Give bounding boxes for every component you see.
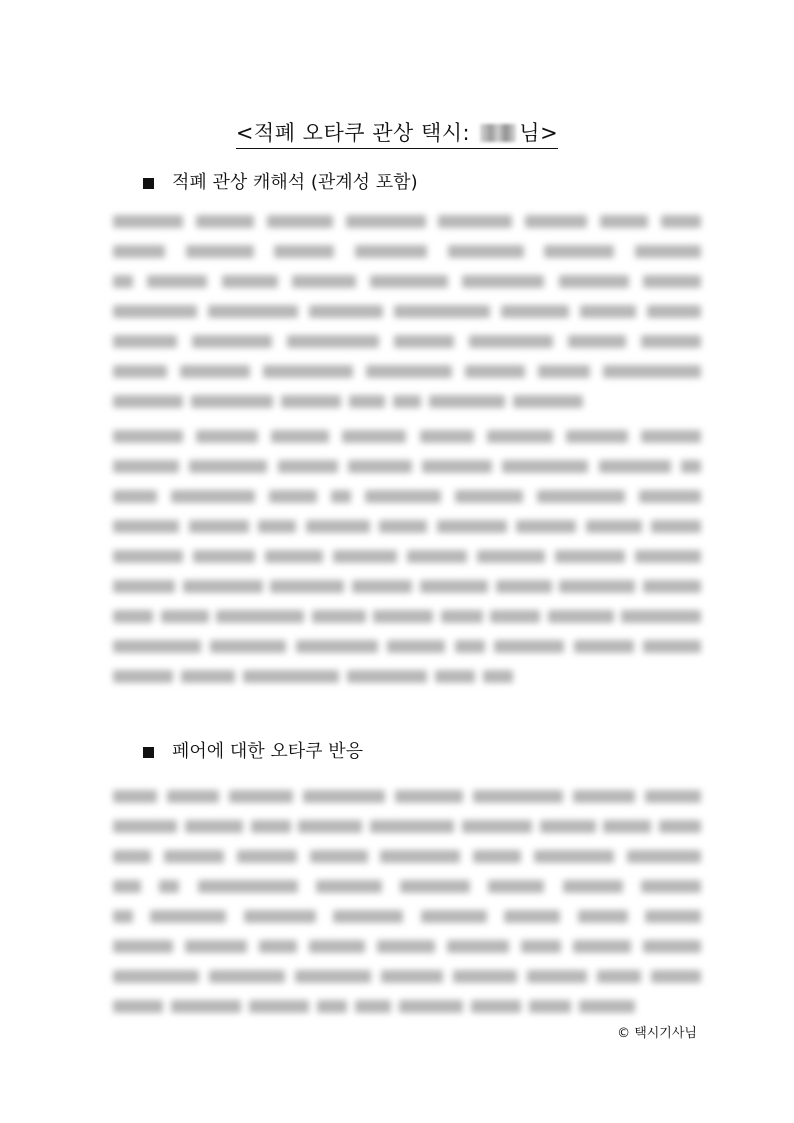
blurred-paragraph-2 — [113, 430, 701, 700]
censored-name — [480, 124, 516, 142]
title-prefix: <적폐 오타쿠 관상 택시: — [235, 121, 478, 145]
bullet-square-icon — [143, 178, 154, 189]
page-title — [0, 119, 794, 149]
bullet-square-icon — [143, 747, 154, 758]
blurred-paragraph-3 — [113, 790, 701, 1030]
blurred-paragraph-1 — [113, 215, 701, 425]
section-heading-2-text: 페어에 대한 오타쿠 반응 — [172, 741, 364, 762]
section-heading-1 — [143, 171, 418, 195]
section-heading-2 — [143, 740, 363, 764]
title-suffix: 님> — [519, 121, 559, 145]
section-heading-1-text: 적폐 관상 캐해석 (관계성 포함) — [172, 172, 418, 193]
copyright-notice: © 택시기사님 — [617, 1026, 697, 1041]
page-title-text — [236, 119, 558, 149]
